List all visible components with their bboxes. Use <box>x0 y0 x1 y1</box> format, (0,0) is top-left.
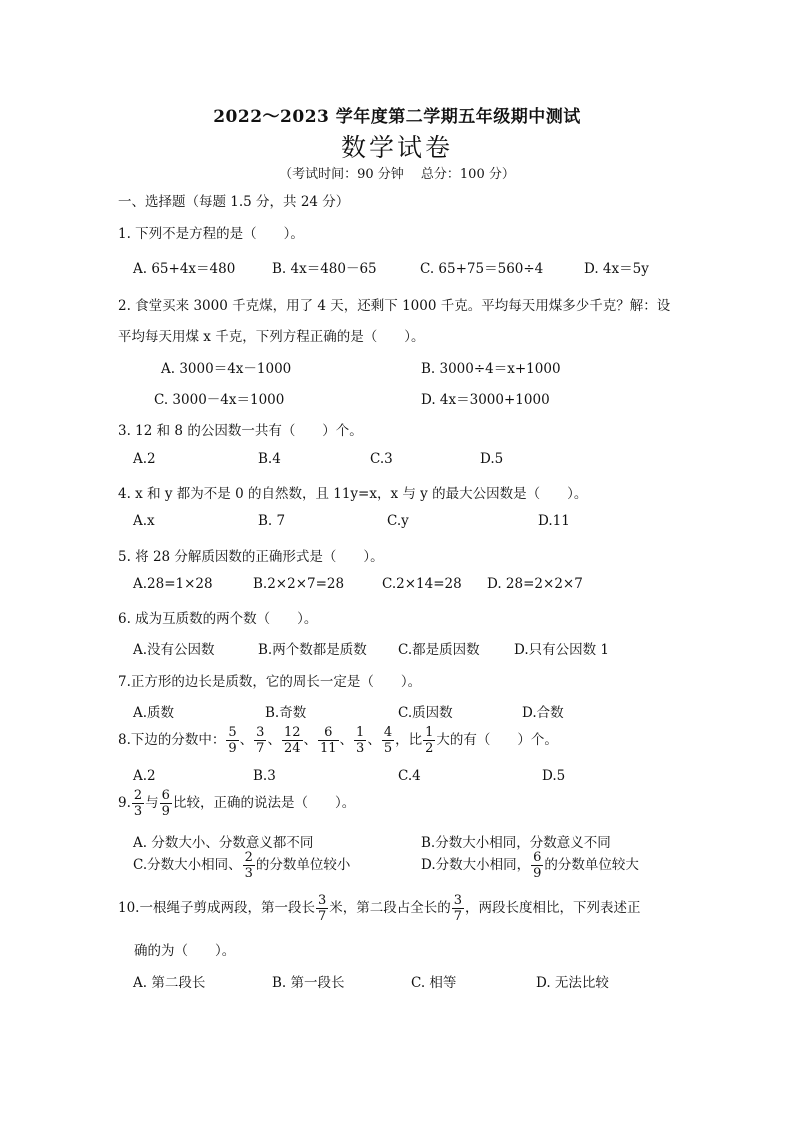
separator: 、 <box>303 732 317 748</box>
option-c-suffix: 的分数单位较小 <box>255 857 351 873</box>
fraction-denominator: 9 <box>161 804 170 819</box>
fraction-numerator: 6 <box>318 726 339 741</box>
question-8-suffix: 大的有（ ）个。 <box>436 732 558 748</box>
fraction-3-7 <box>254 726 266 755</box>
question-4-option-a: A.x <box>133 513 155 529</box>
question-6-option-a: A.没有公因数 <box>133 642 215 658</box>
question-3-option-b: B.4 <box>258 451 281 467</box>
separator: 、 <box>339 732 354 748</box>
fraction-3-7 <box>316 894 328 923</box>
question-10-part1: 10.一根绳子剪成两段，第一段长 <box>118 900 315 916</box>
question-4-option-c: C.y <box>387 513 409 529</box>
question-10-option-d: D. 无法比较 <box>536 975 609 991</box>
question-3-option-a: A.2 <box>133 451 156 467</box>
fraction-numerator: 6 <box>161 788 170 803</box>
question-10-option-c: C. 相等 <box>411 975 457 991</box>
question-10-stem-line1 <box>118 894 641 923</box>
fraction-6-9 <box>160 789 172 818</box>
question-9-option-c <box>133 851 350 880</box>
question-10-part2: 米，第二段占全长的 <box>329 900 451 916</box>
question-8-prefix: 8.下边的分数中： <box>118 732 226 748</box>
question-8-option-c: C.4 <box>398 768 421 784</box>
question-2-option-b: B. 3000÷4＝x+1000 <box>421 361 561 377</box>
question-1-option-c: C. 65+75＝560÷4 <box>420 261 544 277</box>
fraction-numerator: 3 <box>453 893 463 908</box>
question-3-option-c: C.3 <box>370 451 393 467</box>
fraction-denominator: 3 <box>244 866 253 881</box>
question-5-option-b: B.2×2×7=28 <box>253 576 345 592</box>
question-7-option-a: A.质数 <box>133 705 175 721</box>
fraction-denominator: 7 <box>256 741 265 756</box>
question-9-mid: 与 <box>145 795 159 811</box>
fraction-2-3 <box>243 851 255 880</box>
question-2-option-d: D. 4x＝3000+1000 <box>421 392 550 408</box>
question-9-suffix: 比较，正确的说法是（ ）。 <box>172 795 356 811</box>
question-9-stem <box>118 789 355 818</box>
question-10-part3: ，两段长度相比，下列表述正 <box>465 900 641 916</box>
question-6-option-d: D.只有公因数 1 <box>514 642 610 658</box>
question-1-option-b: B. 4x＝480－65 <box>272 261 377 277</box>
question-9-option-d <box>421 851 639 880</box>
fraction-denominator: 11 <box>320 741 337 756</box>
fraction-1-2 <box>423 726 435 755</box>
fraction-2-3 <box>132 789 144 818</box>
question-8-option-b: B.3 <box>253 768 276 784</box>
fraction-denominator: 9 <box>228 741 237 756</box>
question-8-option-a: A.2 <box>133 768 156 784</box>
fraction-denominator: 3 <box>133 804 143 819</box>
question-6-option-b: B.两个数都是质数 <box>258 642 367 658</box>
section-heading: 一、选择题（每题 1.5 分，共 24 分） <box>118 194 350 210</box>
question-2-stem-line2: 平均每天用煤 x 千克，下列方程正确的是（ ）。 <box>118 329 425 345</box>
fraction-denominator: 2 <box>425 741 434 756</box>
question-9-option-b: B.分数大小相同，分数意义不同 <box>421 835 611 851</box>
option-c-prefix: C.分数大小相同、 <box>133 857 242 873</box>
question-10-stem-line2: 确的为（ ）。 <box>134 943 236 959</box>
fraction-denominator: 24 <box>283 741 301 756</box>
question-4-option-d: D.11 <box>538 513 570 529</box>
question-4-option-b: B. 7 <box>258 513 286 529</box>
question-3-stem: 3. 12 和 8 的公因数一共有（ ）个。 <box>118 423 363 439</box>
fraction-12-24 <box>282 726 303 755</box>
exam-subtitle: 数学试卷 <box>340 133 453 162</box>
question-9-prefix: 9. <box>118 795 131 811</box>
question-7-option-d: D.合数 <box>522 705 564 721</box>
fraction-numerator: 2 <box>133 788 143 803</box>
fraction-4-5 <box>382 726 394 755</box>
separator: 、 <box>267 732 281 748</box>
option-d-prefix: D.分数大小相同， <box>421 857 531 873</box>
question-1-option-d: D. 4x＝5y <box>584 261 649 277</box>
question-1-stem: 1. 下列不是方程的是（ ）。 <box>118 226 304 242</box>
question-2-stem-line1: 2. 食堂买来 3000 千克煤，用了 4 天，还剩下 1000 千克。平均每天用煤多少千克？解：设 <box>118 298 671 314</box>
question-8-option-d: D.5 <box>542 768 566 784</box>
fraction-denominator: 7 <box>317 909 327 924</box>
question-7-option-c: C.质因数 <box>398 705 453 721</box>
fraction-denominator: 3 <box>356 741 365 756</box>
fraction-numerator: 1 <box>425 725 434 740</box>
question-7-option-b: B.奇数 <box>265 705 307 721</box>
question-4-stem: 4. x 和 y 都为不是 0 的自然数，且 11y=x，x 与 y 的最大公因数是（ ）。 <box>118 486 588 502</box>
question-5-option-c: C.2×14=28 <box>382 576 462 592</box>
fraction-3-7 <box>452 894 464 923</box>
question-5-option-d: D. 28=2×2×7 <box>487 576 583 592</box>
question-8-mid: ，比 <box>395 732 423 748</box>
fraction-numerator: 5 <box>228 725 237 740</box>
question-9-option-a: A. 分数大小、分数意义都不同 <box>133 835 314 851</box>
question-5-stem: 5. 将 28 分解质因数的正确形式是（ ）。 <box>118 549 384 565</box>
fraction-1-3 <box>354 726 366 755</box>
fraction-numerator: 1 <box>356 725 365 740</box>
separator: 、 <box>239 732 254 748</box>
question-2-option-a: A. 3000＝4x－1000 <box>161 361 292 377</box>
separator: 、 <box>367 732 381 748</box>
exam-title: 2022～2023 学年度第二学期五年级期中测试 <box>213 107 581 127</box>
fraction-numerator: 3 <box>317 893 327 908</box>
fraction-5-9 <box>226 726 238 755</box>
question-5-option-a: A.28=1×28 <box>133 576 213 592</box>
fraction-6-9 <box>531 851 543 880</box>
exam-meta: （考试时间：90 分钟 总分：100 分） <box>279 167 515 182</box>
fraction-numerator: 6 <box>533 850 542 865</box>
fraction-numerator: 4 <box>383 725 393 740</box>
question-6-option-c: C.都是质因数 <box>398 642 480 658</box>
fraction-denominator: 5 <box>383 741 393 756</box>
question-2-option-c: C. 3000－4x＝1000 <box>154 392 285 408</box>
question-8-stem <box>118 726 558 755</box>
fraction-numerator: 3 <box>256 725 265 740</box>
fraction-numerator: 12 <box>283 725 301 740</box>
question-7-stem: 7.正方形的边长是质数，它的周长一定是（ ）。 <box>118 674 422 690</box>
option-d-suffix: 的分数单位较大 <box>544 857 639 873</box>
fraction-numerator: 2 <box>244 850 253 865</box>
question-6-stem: 6. 成为互质数的两个数（ ）。 <box>118 611 318 627</box>
fraction-6-11 <box>318 726 339 755</box>
question-3-option-d: D.5 <box>480 451 504 467</box>
question-10-option-b: B. 第一段长 <box>272 975 345 991</box>
question-10-option-a: A. 第二段长 <box>133 975 206 991</box>
fraction-denominator: 7 <box>453 909 463 924</box>
question-1-option-a: A. 65+4x＝480 <box>133 261 236 277</box>
fraction-denominator: 9 <box>533 866 542 881</box>
